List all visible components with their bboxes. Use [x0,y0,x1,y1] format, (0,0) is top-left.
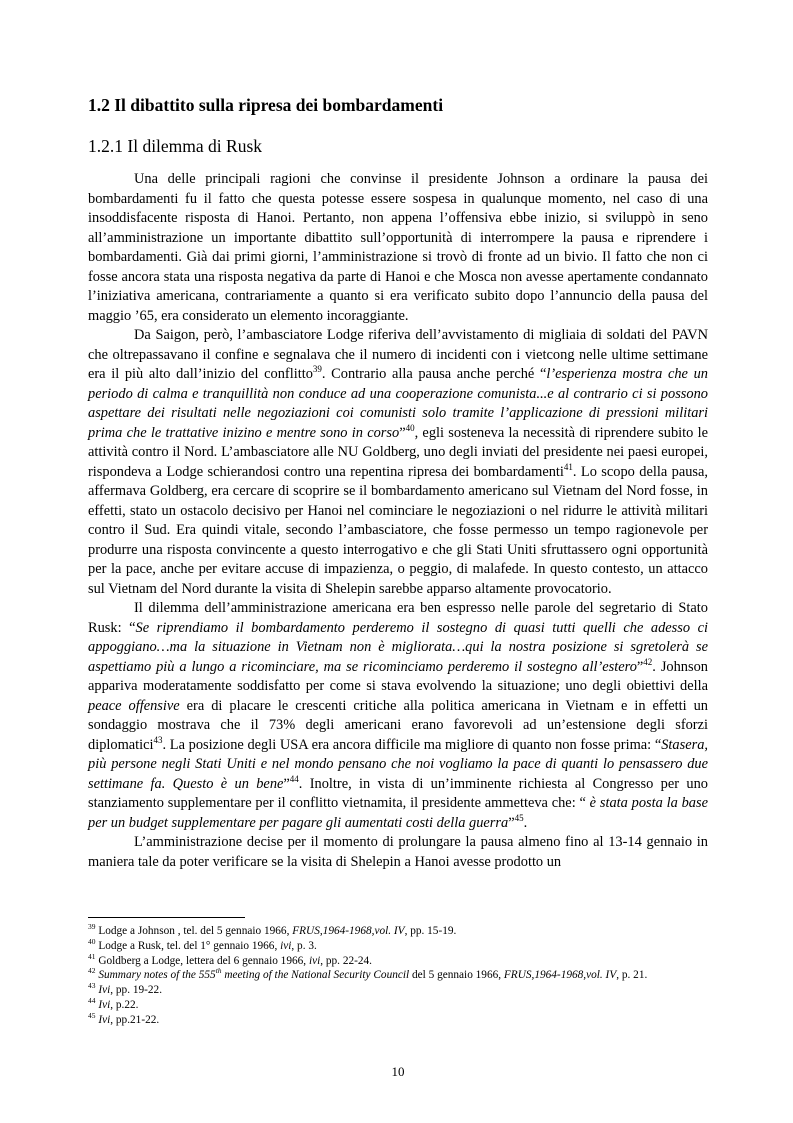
footnotes [88,924,708,1028]
footnote-44: $^{44}$ Ivi, p.22. [88,996,139,1011]
footnote-41: $^{41}$ Goldberg a Lodge, lettera del 6 gennaio 1966, ivi, pp. 22-24. [88,951,373,967]
footnote-43: $^{43}$ Ivi, pp. 19-22. [88,981,163,997]
footnote-ref-41: 41 [563,461,573,472]
footnote-39: $^{39}$ Lodge a Johnson , tel. del 5 gennaio 1966, FRUS,1964-1968,vol. IV, pp. 15-19. [88,922,457,937]
footnote-40: $^{40}$ Lodge a Rusk, tel. del 1° gennaio 1966, ivi, p. 3. [88,937,317,952]
footnote-ref-45: 45 [514,812,524,823]
body-text [88,170,708,872]
footnote-separator [88,917,245,918]
paragraph-4: L’amministrazione decise per il momento di prolungare la pausa almeno fino al 13-14 gennaio in maniera tale da poter verificare se la visita di Shelepin a Hanoi avesse prodotto un [88,834,708,870]
paragraph-2: Da Saigon, però, l’ambasciatore Lodge riferiva dell’avvistamento di migliaia di soldati del PAVN che oltrepassavano il confine e segnalava che il numero di incidenti con i vietcong nelle ultime settimane era il più alto dall’inizio del conflitto$^{39}$. Contrario alla pausa anche perché “l’esperienza mostra che un periodo di calma e tranquillità non conduce ad una cooperazione comunista...e al contrario ci si possono aspettare dei risultati nelle negoziazioni coi comunisti solo tramite l’applicazione di pressioni militari prima che le trattative inizino e mentre sono in corso”$^{40}$, egli sosteneva la necessità di riprendere subito le attività contro il Nord. L’ambasciatore alle NU Goldberg, uno degli inviati del presidente nei paesi europei, rispondeva a Lodge schierandosi contro una repentina ripresa dei bombardamenti$^{41}$. Lo scopo della pausa, affermava Goldberg, era cercare di scoprire se il bombardamento americano sul Vietnam del Nord fosse, in effetti, stato un ostacolo decisivo per Hanoi nel cominciare le negoziazioni o nel ridurre le attività militari contro il Sud. Era quindi vitale, secondo l’ambasciatore, che fosse permesso un tempo ragionevole per produrre una risposta convincente a questo interrogativo e che gli Stati Uniti sfruttassero ogni opportunità per la pace, anche per evitare accuse di impazienza, o peggio, di malafede. In questo contesto, un attacco sul Vietnam del Nord durante la visita di Shelepin sarebbe apparso altamente provocatorio. [88,327,708,597]
footnote-42: $^{42}$ Summary notes of the 555th meeting of the National Security Council del 5 gennaio 1966, FRUS,1964-1968,vol. IV, p. 21. [88,966,648,982]
paragraph-1: Una delle principali ragioni che convinse il presidente Johnson a ordinare la pausa dei bombardamenti fu il fatto che questa potesse essere sospesa in qualunque momento, nel caso di una insoddisfacente risposta di Hanoi. Pertanto, non appena l’offensiva ebbe inizio, si sviluppò in seno all’amministrazione un importante dibattito sull’opportunità di interrompere la pausa e riprendere i bombardamenti. Già dai primi giorni, l’amministrazione si trovò di fronte ad un bivio. Il fatto che non ci fosse ancora stata una risposta negativa da parte di Hanoi e che Mosca non avesse apertamente condannato l’iniziativa americana, contrariamente a quanto si era verificato subito dopo l’annuncio della pausa del maggio ’65, era considerato un elemento incoraggiante. [88,171,708,324]
paragraph-3: Il dilemma dell’amministrazione americana era ben espresso nelle parole del segretario di Stato Rusk: “Se riprendiamo il bombardamento perderemo il sostegno di quasi tutti quelli che adesso ci appoggiano…ma la situazione in Vietnam non è migliorata…qui la nostra posizione si sgretolerà se aspettiamo più a lungo a ricominciare, ma se ricominciamo perderemo il sostegno all’estero”$^{42}$. Johnson appariva moderatamente soddisfatto per come si stava evolvendo la situazione; uno degli obiettivi della peace offensive era di placare le crescenti critiche alla politica americana in Vietnam e in effetti un sondaggio mostrava che il 73% degli americani erano favorevoli ad un’estensione degli sforzi diplomatici$^{43}$. La posizione degli USA era ancora difficile ma migliore di quanto non fosse prima: “Stasera, più persone negli Stati Uniti e nel mondo pensano che noi vogliamo la pace di quanti lo pensassero due settimane fa. Questo è un bene”$^{44}$. Inoltre, in vista di un’imminente richiesta al Congresso per uno stanziamento supplementare per il conflitto vietnamita, il presidente ammetteva che: “ è stata posta la base per un budget supplementare per pagare gli aumentati costi della guerra”$^{45}$. [88,600,708,831]
footnote-ref-44: 44 [289,773,299,784]
section-heading: 1.2 Il dibattito sulla ripresa dei bombardamenti [88,95,444,115]
footnote-45: $^{45}$ Ivi, pp.21-22. [88,1011,160,1026]
subsection-heading: 1.2.1 Il dilemma di Rusk [88,136,263,156]
footnote-ref-42: 42 [643,656,653,667]
footnote-ref-43: 43 [153,734,163,745]
page-number: 10 [391,1064,405,1079]
footnote-ref-40: 40 [405,422,415,433]
footnote-ref-39: 39 [312,364,322,375]
